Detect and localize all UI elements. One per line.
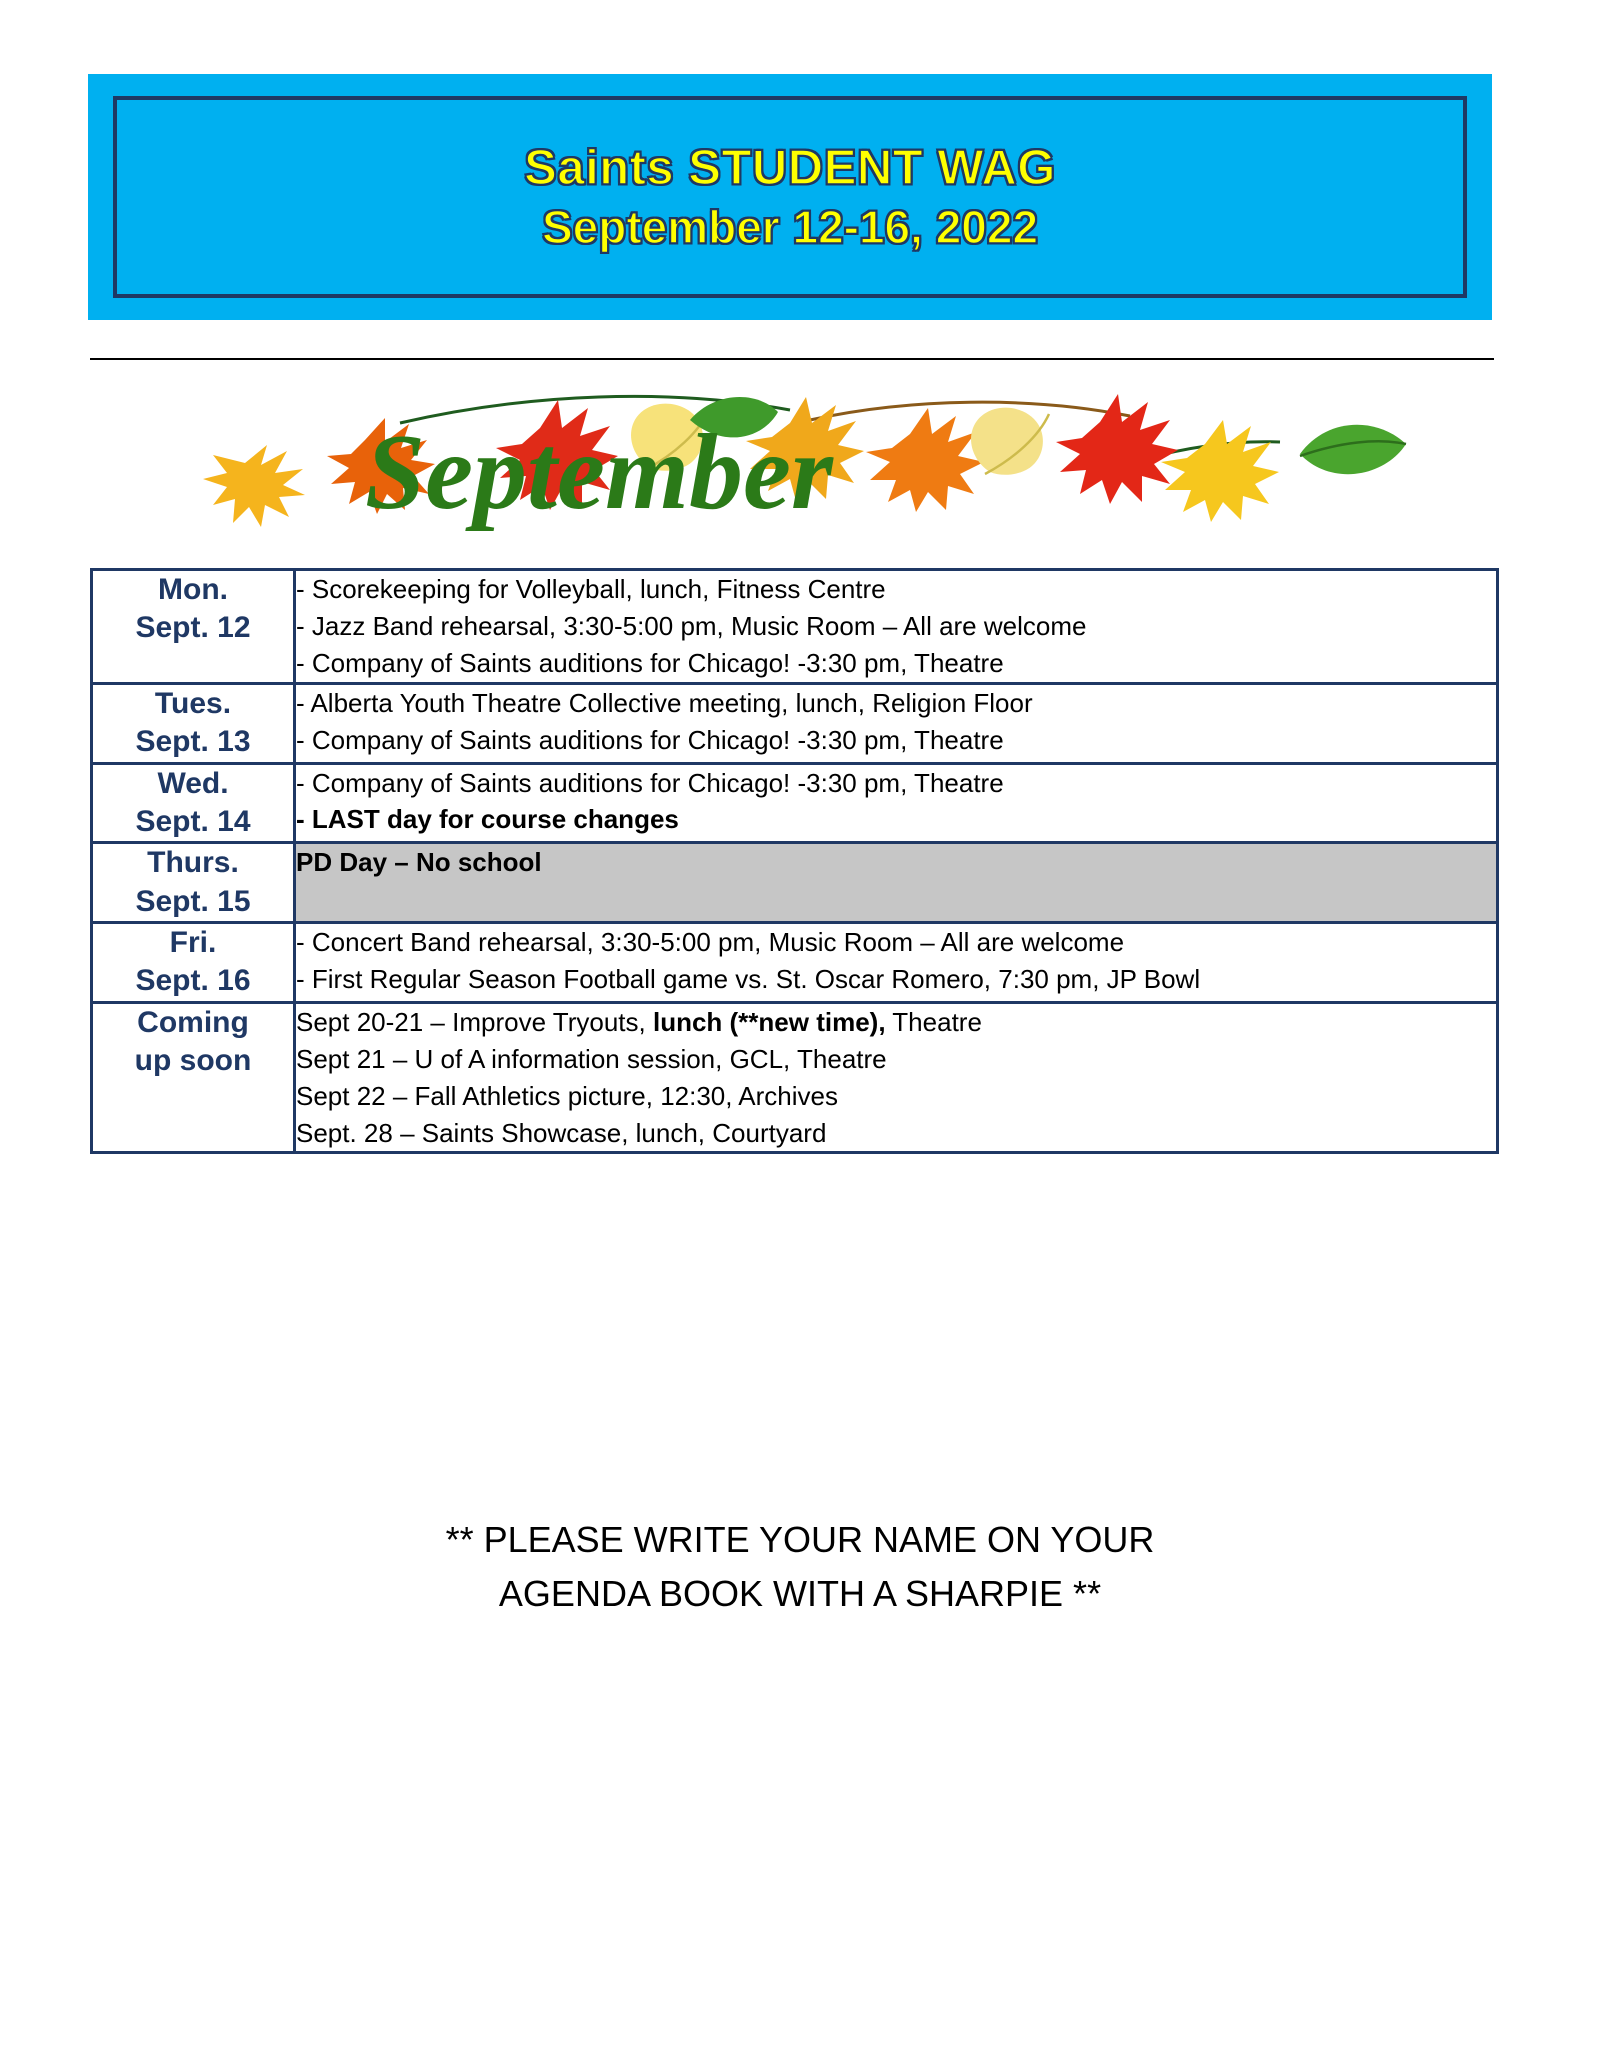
day-label-cell — [92, 843, 295, 923]
footer-note — [0, 1513, 1600, 1621]
events-cell — [295, 1002, 1498, 1153]
weekly-schedule-table — [90, 568, 1499, 1154]
day-name: Thurs. — [147, 846, 239, 880]
table-row — [92, 570, 1498, 684]
day-name: Tues. — [154, 686, 232, 720]
event-line: Sept 22 – Fall Athletics picture, 12:30, Archives — [296, 1080, 838, 1111]
september-leaves-graphic — [150, 368, 1440, 533]
events-cell — [295, 683, 1498, 763]
header-banner — [88, 74, 1492, 320]
svg-text:September: September — [365, 413, 833, 532]
event-line: - Jazz Band rehearsal, 3:30-5:00 pm, Music Room – All are welcome — [296, 610, 1087, 641]
day-date: Sept. 12 — [135, 611, 251, 645]
table-row — [92, 763, 1498, 843]
day-label-cell — [92, 763, 295, 843]
day-name: Wed. — [157, 766, 229, 800]
events-cell — [295, 763, 1498, 843]
event-line-bold: PD Day – No school — [296, 847, 542, 878]
table-row — [92, 843, 1498, 923]
event-line-bold: - LAST day for course changes — [296, 804, 679, 835]
day-label-cell — [92, 570, 295, 684]
event-line: Sept 20-21 – Improve Tryouts, lunch (**new time), Theatre — [296, 1006, 982, 1037]
events-cell — [295, 570, 1498, 684]
coming-up-label-cell — [92, 1002, 295, 1153]
table-row — [92, 1002, 1498, 1153]
event-line: - Scorekeeping for Volleyball, lunch, Fitness Centre — [296, 574, 886, 604]
day-date: Sept. 13 — [135, 725, 251, 759]
events-cell — [295, 923, 1498, 1003]
day-date: Sept. 15 — [135, 884, 251, 918]
footer-note-line1: ** PLEASE WRITE YOUR NAME ON YOUR — [445, 1519, 1155, 1560]
day-label-cell — [92, 923, 295, 1003]
divider — [90, 358, 1494, 360]
event-spacer — [296, 881, 1496, 918]
header-banner-inner-border — [113, 96, 1467, 298]
day-date: Sept. 14 — [135, 804, 251, 838]
event-line: - First Regular Season Football game vs. St. Oscar Romero, 7:30 pm, JP Bowl — [296, 963, 1201, 994]
footer-note-line2: AGENDA BOOK WITH A SHARPIE ** — [498, 1573, 1102, 1614]
event-line: - Company of Saints auditions for Chicago! -3:30 pm, Theatre — [296, 767, 1004, 798]
coming-up-line1: Coming — [137, 1005, 249, 1039]
event-line: - Concert Band rehearsal, 3:30-5:00 pm, Music Room – All are welcome — [296, 927, 1125, 958]
day-name: Fri. — [169, 926, 217, 960]
page-subtitle: September 12-16, 2022 — [541, 200, 1039, 253]
event-line: - Alberta Youth Theatre Collective meeting, lunch, Religion Floor — [296, 687, 1033, 718]
day-date: Sept. 16 — [135, 964, 251, 998]
table-row — [92, 683, 1498, 763]
event-line: Sept. 28 – Saints Showcase, lunch, Courtyard — [296, 1117, 827, 1148]
page-title: Saints STUDENT WAG — [524, 141, 1056, 196]
table-row — [92, 923, 1498, 1003]
coming-up-line2: up soon — [134, 1044, 252, 1078]
event-line: - Company of Saints auditions for Chicago! -3:30 pm, Theatre — [296, 647, 1004, 678]
event-line: - Company of Saints auditions for Chicago! -3:30 pm, Theatre — [296, 724, 1004, 755]
events-cell-highlighted — [295, 843, 1498, 923]
schedule-body — [92, 570, 1498, 1153]
event-line: Sept 21 – U of A information session, GCL, Theatre — [296, 1043, 887, 1074]
day-name: Mon. — [158, 573, 228, 606]
day-label-cell — [92, 683, 295, 763]
